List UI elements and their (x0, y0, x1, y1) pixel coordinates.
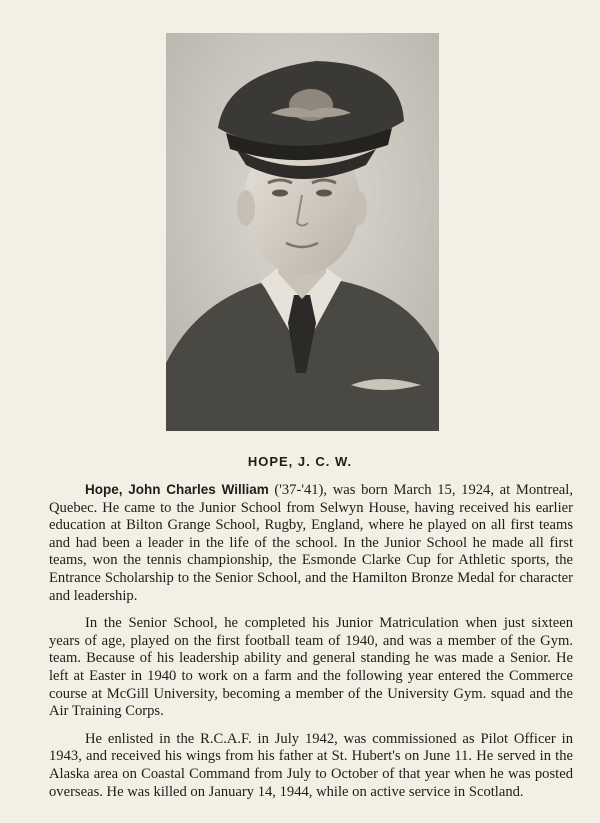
paragraph-2: In the Senior School, he completed his Junior Matriculation when just sixteen years of age, played on the first football team of 1940, and was a member of the Gym. team. Because of his leadership ability and general standing he was made a Senior. He left at Easter in 1940 to work on a farm and the following year entered the Commerce course at McGill University, becoming a member of the University Gym. squad and the Air Training Corps. (49, 615, 573, 720)
paragraph-1 (49, 481, 573, 605)
portrait-illustration (166, 33, 439, 431)
portrait-photo (166, 33, 439, 431)
paragraph-3: He enlisted in the R.C.A.F. in July 1942, was commissioned as Pilot Officer in 1943, and received his wings from his father at St. Hubert's on June 11. He served in the Alaska area on Coastal Command from July to October of that year when he was posted overseas. He was killed on January 14, 1944, while on active service in Scotland. (49, 730, 573, 800)
subject-name: Hope, John Charles William (85, 482, 269, 497)
biography (49, 481, 573, 811)
paragraph-1-text: ('37-'41), was born March 15, 1924, at Montreal, Quebec. He came to the Junior School from Selwyn House, having received his earlier education at Bilton Grange School, Rugby, England, where he played on all first teams and had been a leader in the life of the school. In the Junior School he made all first teams, won the tennis championship, the Esmonde Clarke Cup for Athletic sports, the Entrance Scholarship to the Senior School, and the Hamilton Bronze Medal for character and leadership. (49, 482, 573, 604)
portrait-caption: HOPE, J. C. W. (247, 454, 353, 469)
